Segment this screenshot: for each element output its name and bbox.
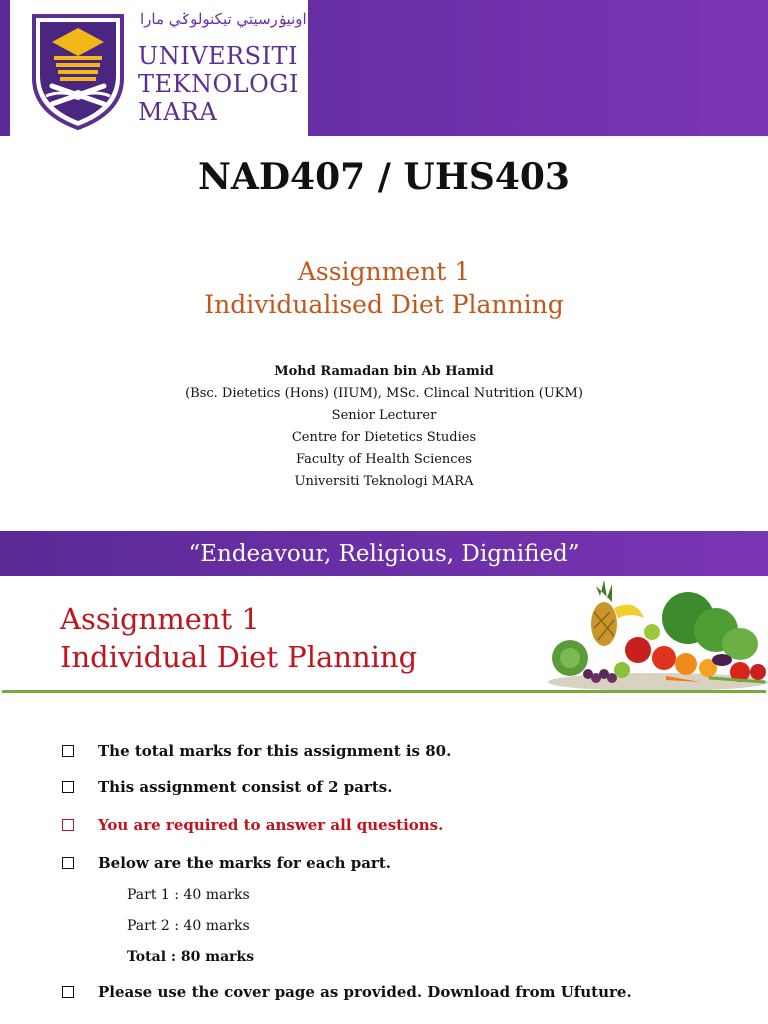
list-item-text: You are required to answer all questions. [98, 816, 444, 834]
author-credentials: (Bsc. Dietetics (Hons) (IIUM), MSc. Clincal Nutrition (UKM) [185, 386, 583, 401]
university-name-line: UNIVERSITI [138, 42, 299, 70]
jawi-script: اونيۏرسيتي تيكنولوݢي مارا [140, 10, 307, 28]
list-item [62, 742, 451, 760]
list-item [62, 983, 632, 1001]
university-name [138, 42, 313, 126]
tagline-banner [0, 531, 768, 576]
list-item-text: Please use the cover page as provided. Download from Ufuture. [98, 983, 632, 1001]
checkbox-bullet-icon [62, 781, 74, 793]
title-divider [2, 690, 766, 693]
assignment-title-line: Individualised Diet Planning [204, 290, 564, 319]
marks-part1: Part 1 : 40 marks [127, 887, 250, 903]
checkbox-bullet-icon [62, 819, 74, 831]
header-banner [0, 0, 768, 136]
list-item-highlight [62, 816, 443, 834]
author-centre: Centre for Dietetics Studies [291, 430, 477, 445]
author-faculty: Faculty of Health Sciences [296, 452, 472, 467]
uitm-crest-icon [30, 12, 126, 130]
university-name-line: MARA [138, 98, 218, 126]
list-item-text: This assignment consist of 2 parts. [98, 778, 393, 796]
marks-part2: Part 2 : 40 marks [127, 918, 250, 934]
university-logo [10, 0, 308, 136]
author-name: Mohd Ramadan bin Ab Hamid [274, 364, 494, 379]
tagline: “Endeavour, Religious, Dignified” [188, 540, 580, 567]
list-item [62, 778, 392, 796]
author-university: Universiti Teknologi MARA [294, 474, 474, 489]
slide-title-line: Assignment 1 [60, 602, 260, 636]
marks-total: Total : 80 marks [127, 949, 255, 965]
fruits-vegetables-image [540, 578, 768, 694]
assignment-title-line: Assignment 1 [297, 257, 471, 286]
list-item [62, 854, 391, 872]
slide-title-line: Individual Diet Planning [60, 640, 418, 674]
instructions-slide [0, 576, 768, 1024]
assignment-title [0, 255, 768, 321]
list-item-text: The total marks for this assignment is 80. [98, 742, 452, 760]
checkbox-bullet-icon [62, 857, 74, 869]
slide-title [60, 600, 417, 676]
author-block [0, 361, 768, 493]
checkbox-bullet-icon [62, 745, 74, 757]
author-position: Senior Lecturer [331, 408, 437, 423]
checkbox-bullet-icon [62, 986, 74, 998]
university-name-line: TEKNOLOGI [138, 70, 299, 98]
course-code: NAD407 / UHS403 [198, 156, 570, 198]
list-item-text: Below are the marks for each part. [98, 854, 391, 872]
